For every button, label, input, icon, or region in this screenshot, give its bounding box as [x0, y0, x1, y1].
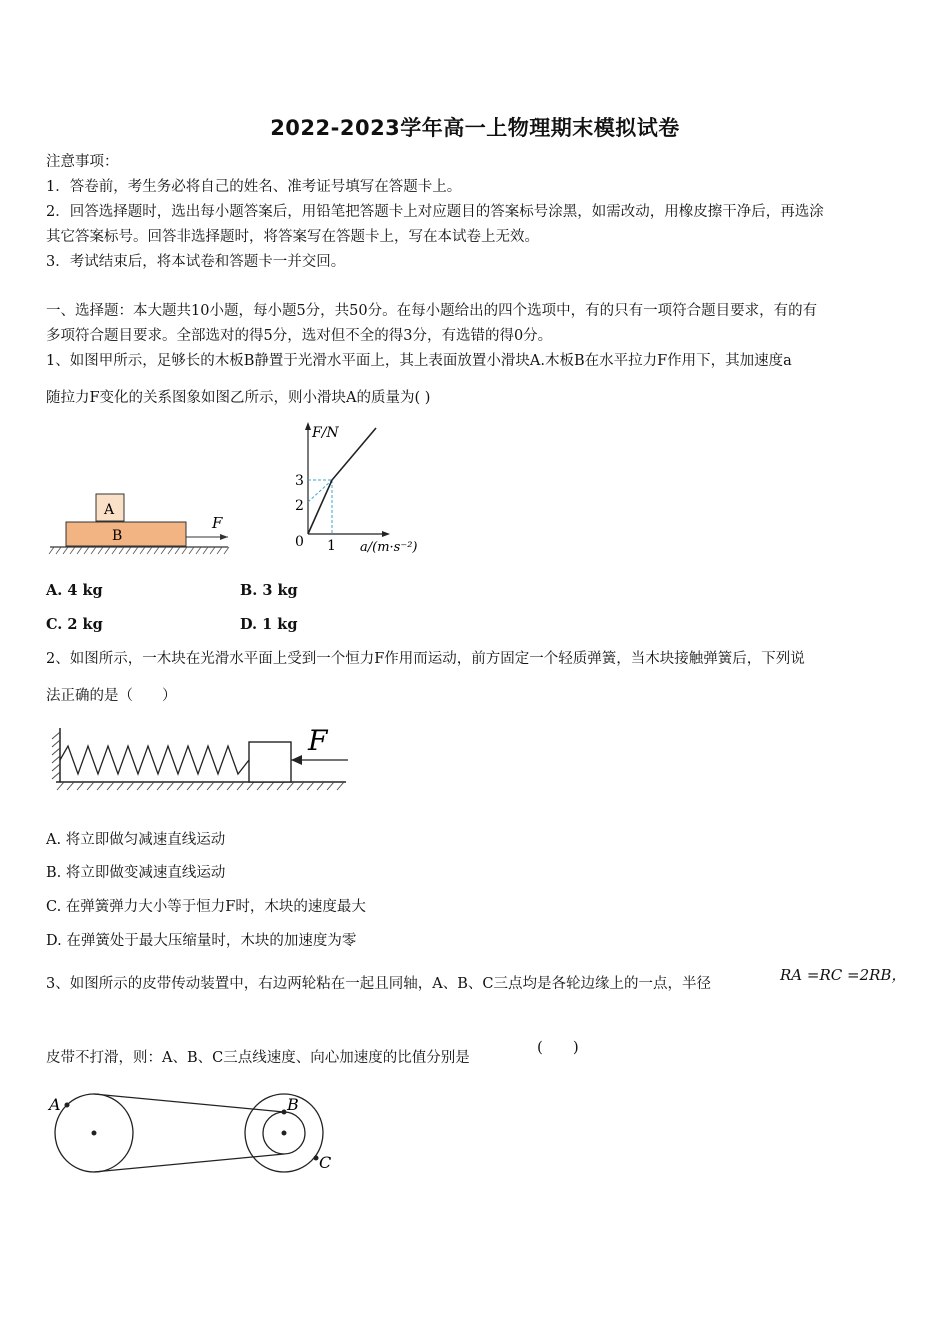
- question-2-option-b[interactable]: B. 将立即做变减速直线运动: [46, 865, 226, 881]
- block-b-label: B: [112, 528, 123, 544]
- graph-y-tick-2: 2: [295, 498, 304, 514]
- question-1-line-2: 随拉力F变化的关系图象如图乙所示，则小滑块A的质量为( ): [46, 390, 431, 406]
- question-1-option-a[interactable]: A. 4 kg: [46, 582, 103, 599]
- question-1-option-b[interactable]: B. 3 kg: [240, 582, 298, 599]
- notes-heading: 注意事项：: [46, 154, 119, 170]
- point-c-label: C: [319, 1153, 332, 1172]
- note-item-3: 3．考试结束后，将本试卷和答题卡一并交回。: [46, 254, 346, 270]
- graph-y-tick-3: 3: [295, 473, 304, 489]
- spring-force-label: F: [308, 724, 328, 757]
- graph-x-label: a/(m·s⁻²): [360, 540, 418, 555]
- note-item-2-cont: 其它答案标号。回答非选择题时，将答案写在答题卡上，写在本试卷上无效。: [46, 229, 539, 245]
- question-1-line-1: 1、如图甲所示，足够长的木板B静置于光滑水平面上，其上表面放置小滑块A.木板B在水平拉力F作用下，其加速度a: [46, 353, 792, 369]
- question-3-line-1: 3、如图所示的皮带传动装置中，右边两轮粘在一起且同轴，A、B、C三点均是各轮边缘上的一点，半径: [46, 976, 711, 992]
- radius-formula: RA =RC =2RB，: [780, 966, 907, 984]
- section-instructions-1: 一、选择题：本大题共10小题，每小题5分，共50分。在每小题给出的四个选项中，有的只有一项符合题目要求，有的有: [46, 303, 818, 319]
- question-2-option-d[interactable]: D. 在弹簧处于最大压缩量时，木块的加速度为零: [46, 933, 357, 949]
- graph-origin: 0: [295, 534, 304, 550]
- section-instructions-2: 多项符合题目要求。全部选对的得5分，选对但不全的得3分，有选错的得0分。: [46, 328, 553, 344]
- page-title: 2022-2023学年高一上物理期末模拟试卷: [270, 116, 680, 140]
- force-label: F: [212, 514, 223, 532]
- answer-paren: ( ): [537, 1038, 579, 1056]
- question-2-line-2: 法正确的是（ ）: [46, 688, 177, 704]
- question-1-option-c[interactable]: C. 2 kg: [46, 616, 103, 633]
- question-1-figure-graph: [290, 418, 440, 560]
- question-3-line-2: 皮带不打滑，则：A、B、C三点线速度、向心加速度的比值分别是: [46, 1050, 470, 1066]
- block-a-label: A: [104, 502, 115, 518]
- graph-x-tick-1: 1: [327, 538, 336, 554]
- question-2-option-c[interactable]: C. 在弹簧弹力大小等于恒力F时，木块的速度最大: [46, 899, 366, 915]
- point-a-label: A: [49, 1095, 61, 1114]
- note-item-2: 2．回答选择题时，选出每小题答案后，用铅笔把答题卡上对应题目的答案标号涂黑，如需改动，用橡皮擦干净后，再选涂: [46, 204, 824, 220]
- question-2-line-1: 2、如图所示，一木块在光滑水平面上受到一个恒力F作用而运动，前方固定一个轻质弹簧，当木块接触弹簧后，下列说: [46, 651, 805, 667]
- question-2-figure-spring: [46, 724, 356, 796]
- question-2-option-a[interactable]: A. 将立即做匀减速直线运动: [46, 832, 226, 848]
- question-1-figure-blocks: [46, 490, 246, 562]
- point-b-label: B: [287, 1095, 299, 1114]
- question-1-option-d[interactable]: D. 1 kg: [240, 616, 298, 633]
- question-3-figure-belt: [46, 1088, 346, 1188]
- graph-y-label: F/N: [312, 425, 339, 441]
- note-item-1: 1．答卷前，考生务必将自己的姓名、准考证号填写在答题卡上。: [46, 179, 462, 195]
